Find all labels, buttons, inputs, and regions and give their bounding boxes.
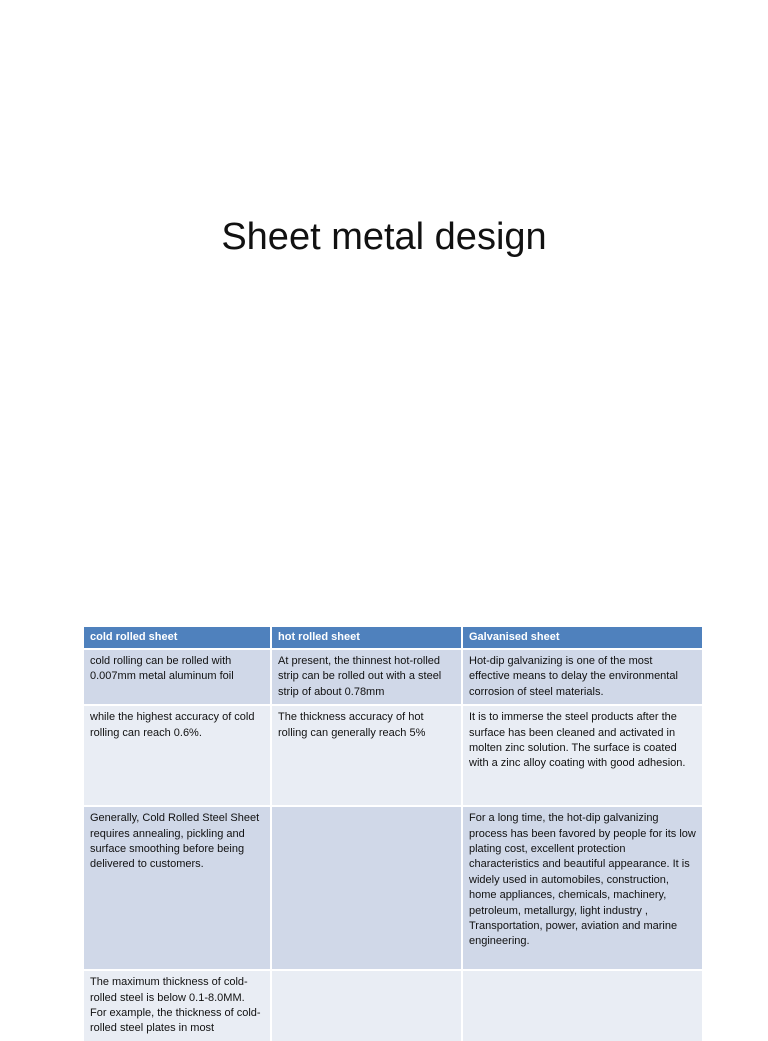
table-row [84,806,702,970]
table-cell: The thickness accuracy of hot rolling can generally reach 5% [271,705,462,806]
table-row [84,649,702,705]
sheet-comparison-table [84,627,702,1041]
table-cell [271,806,462,970]
table-cell: For a long time, the hot-dip galvanizing process has been favored by people for its low plating cost, excellent protection characteristics and beautiful appearance. It is widely used in automobiles, construction, home appliances, chemicals, machinery, petroleum, metallurgy, light industry , Transportation, power, aviation and marine engineering. [462,806,702,970]
table-cell: It is to immerse the steel products after the surface has been cleaned and activated in molten zinc solution. The surface is coated with a zinc alloy coating with good adhesion. [462,705,702,806]
table-row [84,705,702,806]
table-cell: Hot-dip galvanizing is one of the most effective means to delay the environmental corrosion of steel materials. [462,649,702,705]
table-cell [271,970,462,1041]
table-row [84,970,702,1041]
page-title: Sheet metal design [221,216,547,258]
header-galvanised: Galvanised sheet [462,627,702,649]
table-cell: Generally, Cold Rolled Steel Sheet requires annealing, pickling and surface smoothing before being delivered to customers. [84,806,271,970]
table-header-row [84,627,702,649]
table-cell: while the highest accuracy of cold rolling can reach 0.6%. [84,705,271,806]
header-cold-rolled: cold rolled sheet [84,627,271,649]
comparison-table-container [84,627,702,1041]
table-cell: The maximum thickness of cold-rolled steel is below 0.1-8.0MM. For example, the thickness of cold-rolled steel plates in most [84,970,271,1041]
header-hot-rolled: hot rolled sheet [271,627,462,649]
table-cell: cold rolling can be rolled with 0.007mm metal aluminum foil [84,649,271,705]
table-cell: At present, the thinnest hot-rolled strip can be rolled out with a steel strip of about 0.78mm [271,649,462,705]
table-cell [462,970,702,1041]
